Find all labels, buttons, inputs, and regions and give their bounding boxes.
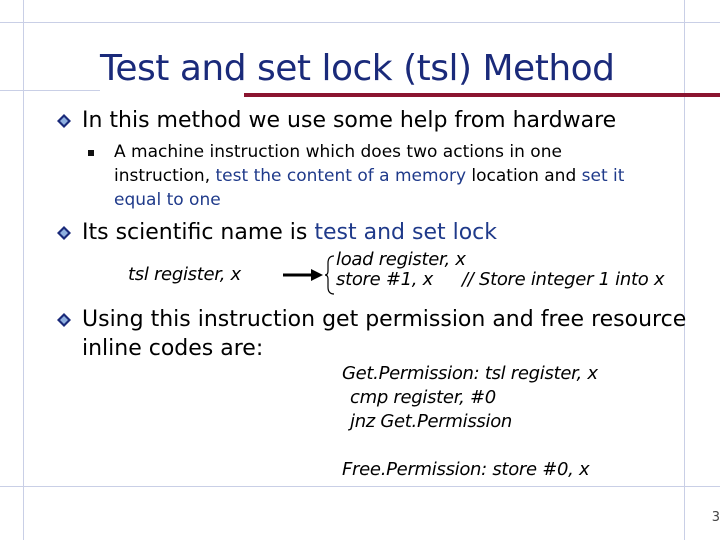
bullet-inline-codes-line1: Using this instruction get permission and free resource [82,307,687,332]
highlight-equal-one: equal to one [114,190,221,210]
text-scientific-name: Its scientific name is [82,220,315,245]
title-underline [244,93,720,97]
code-jnz: jnz Get.Permission [350,411,513,432]
code-get-permission: Get.Permission: tsl register, x [342,363,598,384]
guide-line-title [0,90,100,91]
highlight-set-it: set it [581,166,625,186]
arrow-right-icon [283,267,323,283]
bullet-inline-codes-line2: inline codes are: [82,336,264,361]
code-free-permission: Free.Permission: store #0, x [342,459,590,480]
guide-line-left [23,0,24,540]
highlight-test-content: test the content of a memory [215,166,466,186]
sub-bullet-line3 [114,190,221,210]
guide-line-bottom [0,486,720,487]
highlight-tsl: test and set lock [314,220,498,245]
bullet-hardware: In this method we use some help from hardware [82,108,617,133]
store-instruction: store #1, x [336,269,433,290]
bullet-scientific-name [82,220,497,245]
text-location: location and [466,166,582,186]
store-comment: // Store integer 1 into x [462,269,665,290]
square-bullet-icon [88,150,94,156]
diamond-bullet-icon [57,226,71,240]
load-instruction: load register, x [336,249,466,270]
code-cmp: cmp register, #0 [350,387,496,408]
guide-line-top [0,22,720,23]
diamond-bullet-icon [57,114,71,128]
text-instruction: instruction, [114,166,216,186]
sub-bullet-line2 [114,166,624,186]
diamond-bullet-icon [57,313,71,327]
sub-bullet-line1: A machine instruction which does two actions in one [114,142,562,162]
tsl-instruction: tsl register, x [128,264,241,285]
page-number: 3 [711,510,720,525]
slide-title: Test and set lock (tsl) Method [100,48,615,89]
brace-icon [324,255,336,295]
guide-line-right [684,0,685,540]
